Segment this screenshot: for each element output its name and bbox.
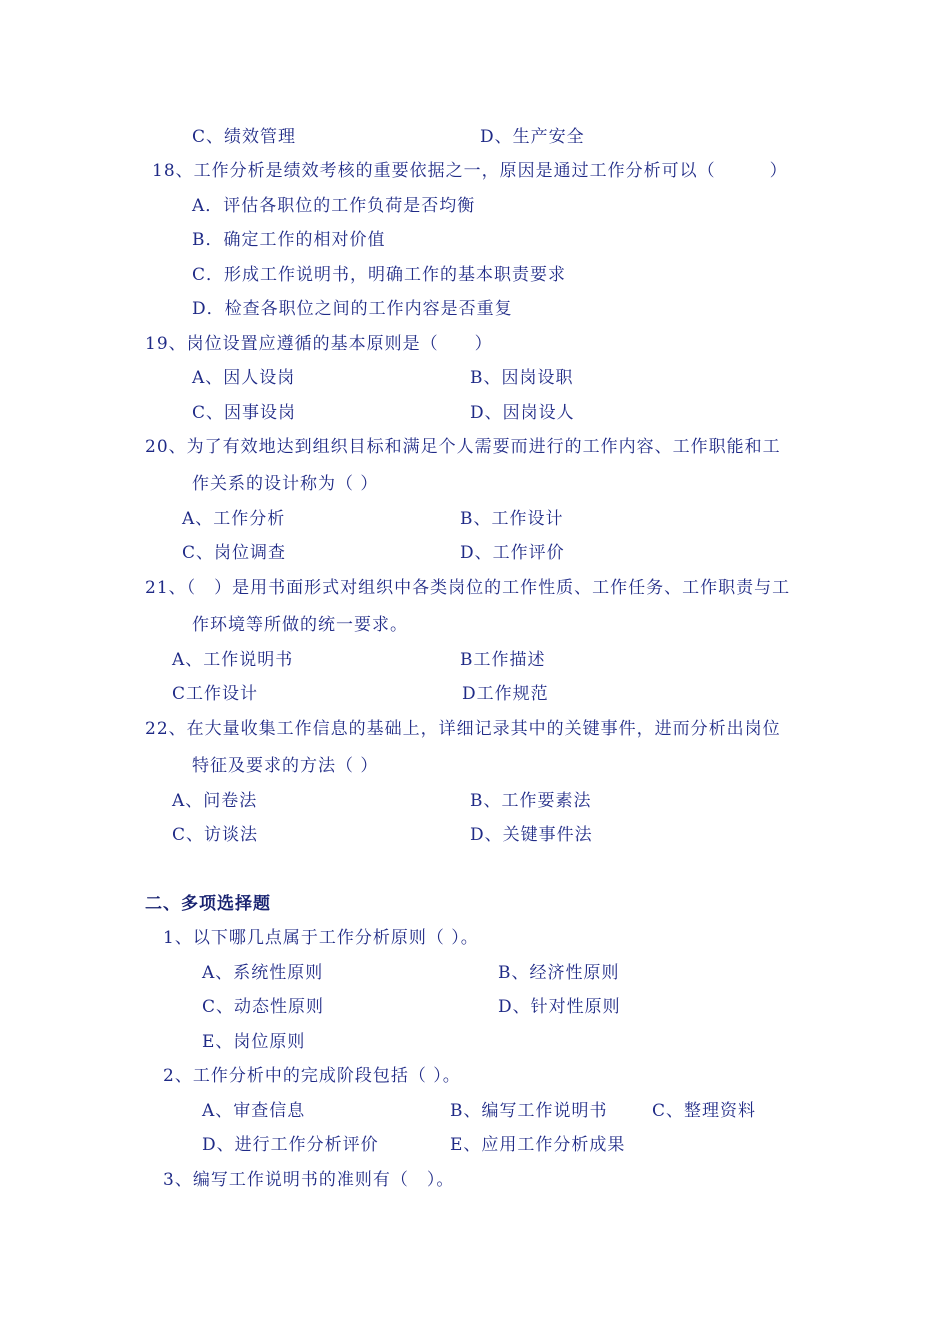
q19-option-b: B、因岗设职 bbox=[470, 368, 574, 388]
q18-option-d: D．检查各职位之间的工作内容是否重复 bbox=[192, 299, 513, 319]
m1-option-c: C、动态性原则 bbox=[202, 997, 325, 1017]
q20-option-a: A、工作分析 bbox=[182, 509, 286, 529]
q17-option-c: C、绩效管理 bbox=[192, 127, 297, 147]
q19-option-c: C、因事设岗 bbox=[192, 403, 297, 423]
m1-option-b: B、经济性原则 bbox=[498, 963, 620, 983]
m2-option-a: A、审查信息 bbox=[202, 1101, 306, 1121]
q22-option-d: D、关键事件法 bbox=[470, 825, 593, 845]
section-heading: 二、多项选择题 bbox=[145, 894, 271, 914]
q22-stem-line1: 22、在大量收集工作信息的基础上，详细记录其中的关键事件，进而分析出岗位 bbox=[145, 719, 781, 739]
q19-stem: 19、岗位设置应遵循的基本原则是（ ） bbox=[145, 334, 493, 354]
q19-option-d: D、因岗设人 bbox=[470, 403, 575, 423]
q20-option-c: C、岗位调查 bbox=[182, 543, 287, 563]
m2-stem: 2、工作分析中的完成阶段包括（ ）。 bbox=[163, 1066, 461, 1086]
m2-option-b: B、编写工作说明书 bbox=[450, 1101, 608, 1121]
q21-stem-line1: 21、（ ）是用书面形式对组织中各类岗位的工作性质、工作任务、工作职责与工 bbox=[145, 578, 791, 598]
q20-stem-line2: 作关系的设计称为（ ） bbox=[192, 474, 379, 494]
q22-option-c: C、访谈法 bbox=[172, 825, 259, 845]
m2-option-d: D、进行工作分析评价 bbox=[202, 1135, 379, 1155]
m3-stem: 3、编写工作说明书的准则有（ ）。 bbox=[163, 1170, 455, 1190]
q21-option-b: B工作描述 bbox=[460, 650, 546, 670]
q22-option-b: B、工作要素法 bbox=[470, 791, 592, 811]
q18-option-c: C．形成工作说明书，明确工作的基本职责要求 bbox=[192, 265, 567, 285]
q21-stem-line2: 作环境等所做的统一要求。 bbox=[192, 615, 408, 635]
m1-option-d: D、针对性原则 bbox=[498, 997, 621, 1017]
m1-option-a: A、系统性原则 bbox=[202, 963, 324, 983]
q19-option-a: A、因人设岗 bbox=[192, 368, 296, 388]
q21-option-c: C工作设计 bbox=[172, 684, 259, 704]
q22-option-a: A、问卷法 bbox=[172, 791, 258, 811]
m1-stem: 1、以下哪几点属于工作分析原则（ ）。 bbox=[163, 928, 479, 948]
q22-stem-line2: 特征及要求的方法（ ） bbox=[192, 756, 379, 776]
q21-option-a: A、工作说明书 bbox=[172, 650, 294, 670]
q18-option-a: A．评估各职位的工作负荷是否均衡 bbox=[192, 196, 476, 216]
q18-stem: 18、工作分析是绩效考核的重要依据之一，原因是通过工作分析可以（ ） bbox=[152, 161, 788, 181]
q20-option-d: D、工作评价 bbox=[460, 543, 565, 563]
q18-option-b: B．确定工作的相对价值 bbox=[192, 230, 386, 250]
q20-option-b: B、工作设计 bbox=[460, 509, 564, 529]
q21-option-d: D工作规范 bbox=[462, 684, 549, 704]
m2-option-c: C、整理资料 bbox=[652, 1101, 757, 1121]
q17-option-d: D、生产安全 bbox=[480, 127, 585, 147]
m1-option-e: E、岗位原则 bbox=[202, 1032, 306, 1052]
q20-stem-line1: 20、为了有效地达到组织目标和满足个人需要而进行的工作内容、工作职能和工 bbox=[145, 437, 781, 457]
m2-option-e: E、应用工作分析成果 bbox=[450, 1135, 626, 1155]
